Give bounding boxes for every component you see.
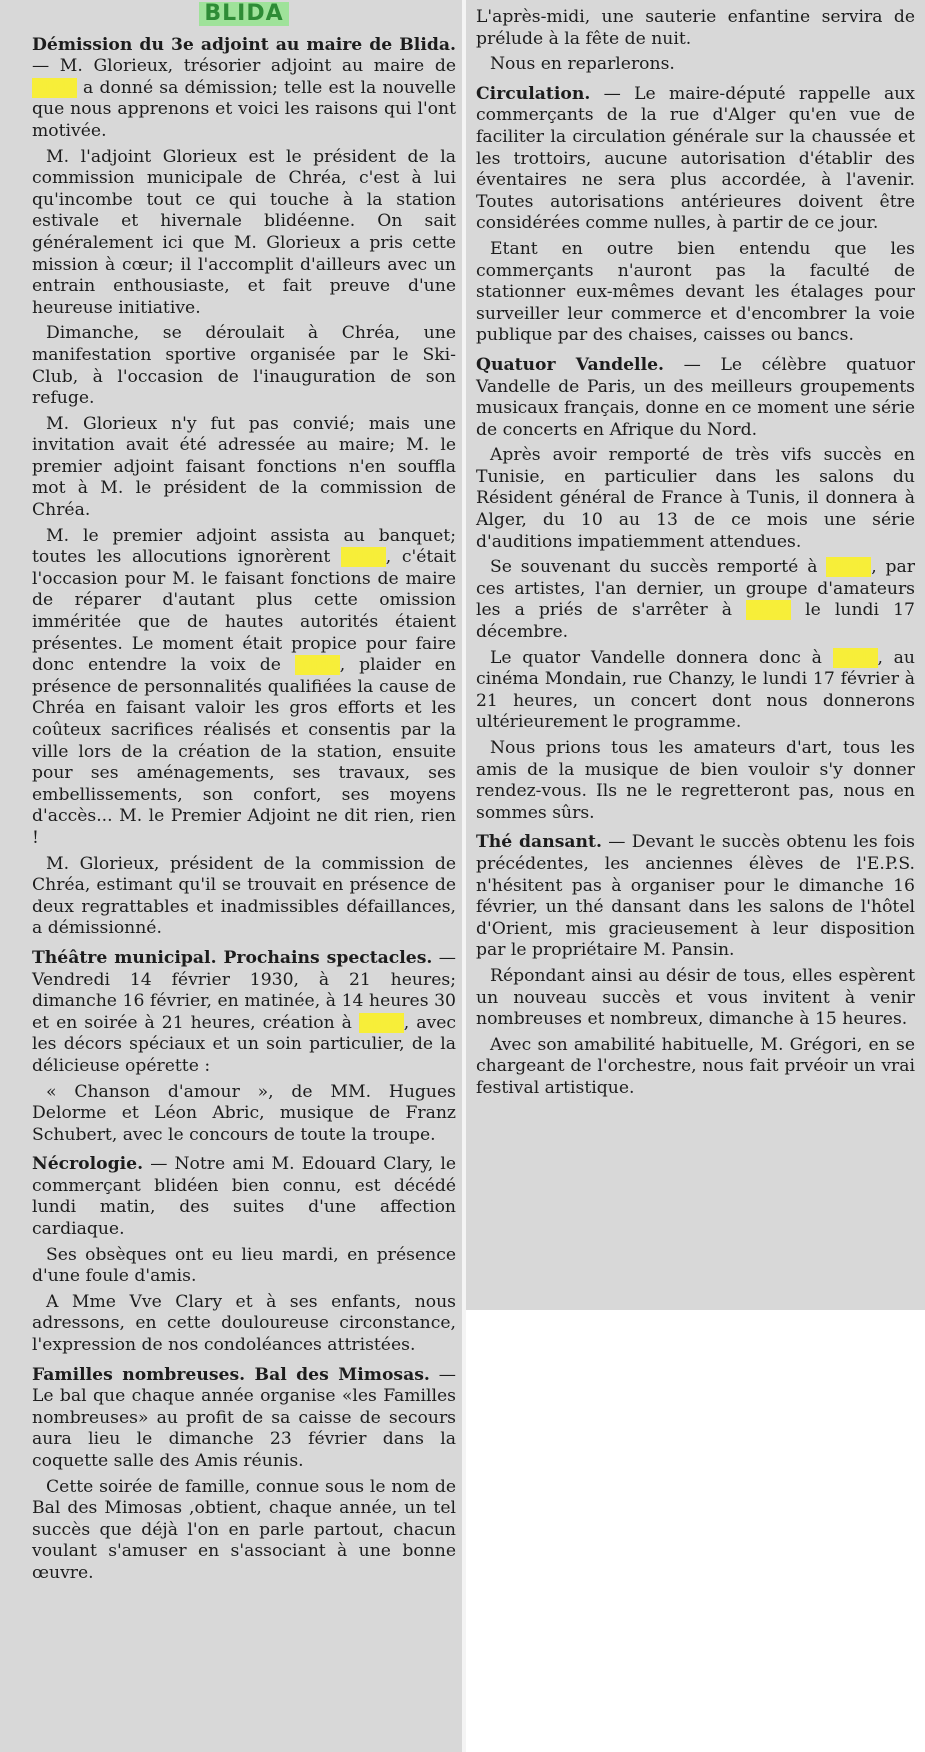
highlight-blida: Blida [746,600,792,621]
paragraph: « Chanson d'amour », de MM. Hugues Delorme et Léon Abric, musique de Franz Schubert, avec le concours de toute la troupe. [32,1081,456,1145]
article-circulation: Circulation. — Le maire-député rappelle aux commerçants de la rue d'Alger qu'en vue de faciliter la circulation générale sur la chaussée et les trottoirs, aucune autorisation d'établir des éventaires ne sera plus accordée, à l'avenir. Toutes autorisations antérieures doivent être considérées comme nulles, à partir de ce jour. [476,83,915,234]
paragraph: Dimanche, se déroulait à Chréa, une manifestation sportive organisée par le Ski-Club, à l'occasion de l'inauguration de son refuge. [32,323,456,409]
town-heading: BLIDA [199,2,288,26]
article-necrologie: Nécrologie. — Notre ami M. Edouard Clary, le commerçant blidéen bien connu, est décédé lundi matin, des suites d'une affection cardiaque. [32,1154,456,1240]
article-title: Quatuor Vandelle. [476,354,665,375]
paragraph: Etant en outre bien entendu que les commerçants n'auront pas la faculté de stationner eux-mêmes devant les étalages pour surveiller leur commerce et d'encombrer la voie publique par des chaises, caisses ou bancs. [476,238,915,346]
paragraph: M. l'adjoint Glorieux est le président de la commission municipale de Chréa, c'est à lui qu'incombe tout ce qui touche à la station estivale et hivernale blidéenne. On sait généralement ici que M. Glorieux a pris cette mission à cœur; il l'accomplit d'ailleurs avec un entrain enthousiaste, et fait preuve d'une heureuse initiative. [32,146,456,318]
highlight-blida: Blida [832,647,878,668]
article-title: Thé dansant. [476,832,602,853]
paragraph: M. Glorieux n'y fut pas convié; mais une invitation avait été adressée au maire; M. le premier adjoint faisant fonctions n'en souffla mot à M. le président de la commission de Chréa. [32,413,456,521]
paragraph: Après avoir remporté de très vifs succès en Tunisie, en particulier dans les salons du Résident général de France à Tunis, il donnera à Alger, du 10 au 13 de ce mois une série d'auditions impatiemment attendues. [476,445,915,552]
highlight-blida: Blida [32,77,77,98]
paragraph: M. le premier adjoint assista au banquet; toutes les allocutions ignorèrent Blida, c'était l'occasion pour M. le faisant fonctions de maire de réparer d'autant plus cette omission imméritée que de hautes autorités étaient présentes. Le moment était propice pour faire donc entendre la voix de Blida, plaider en présence de personnalités qualifiées la cause de Chréa en faisant valoir les gros efforts et les coûteux sacrifices réalisés et consentis par la ville lors de la création de la station, ensuite pour ses aménagements, ses travaux, ses embellissements, son confort, ses moyens d'accès... M. le Premier Adjoint ne dit rien, rien ! [32,525,456,848]
paragraph: A Mme Vve Clary et à ses enfants, nous adressons, en cette douloureuse circonstance, l'expression de nos condoléances attristées. [32,1291,456,1356]
article-demission: Démission du 3e adjoint au maire de Blida. — M. Glorieux, trésorier adjoint au maire de Blida a donné sa démission; telle est la nouvelle que nous apprenons et voici les raisons qui l'ont motivée. [32,34,456,141]
article-quatuor: Quatuor Vandelle. — Le célèbre quatuor Vandelle de Paris, un des meilleurs groupements musicaux français, donne en ce moment une série de concerts en Afrique du Nord. [476,354,915,440]
paragraph: Répondant ainsi au désir de tous, elles espèrent un nouveau succès et vous invitent à venir nombreuses et nombreux, dimanche à 15 heures. [476,965,915,1030]
article-title: Familles nombreuses. Bal des Mimosas. [32,1364,430,1385]
paragraph: Nous en reparlerons. [490,54,675,75]
article-title: Circulation. [476,83,591,104]
article-familles: Familles nombreuses. Bal des Mimosas. — Le bal que chaque année organise «les Familles nombreuses» au profit de sa caisse de secours aura lieu le dimanche 23 février dans la coquette salle des Amis réunis. [32,1364,456,1471]
article-title: Nécrologie. [32,1154,144,1175]
highlight-blida: Blida [340,547,386,568]
paragraph: Le quator Vandelle donnera donc à Blida, au cinéma Mondain, rue Chanzy, le lundi 17 février à 21 heures, un concert dont nous donnerons ultérieurement le programme. [476,647,916,733]
paragraph: Avec son amabilité habituelle, M. Grégori, en se chargeant de l'orchestre, nous fait prvéoir un vrai festival artistique. [476,1034,915,1098]
paragraph: Nous prions tous les amateurs d'art, tous les amis de la musique de bien vouloir s'y donner rendez-vous. Ils ne le regretteront pas, nous en sommes sûrs. [476,738,915,823]
paragraph: Cette soirée de famille, connue sous le nom de Bal des Mimosas ,obtient, chaque année, un tel succès que déjà l'on en parle partout, chacun voulant s'amuser en s'associant à une bonne œuvre. [32,1476,456,1583]
highlight-blida: Blida [294,655,340,676]
article-title: Théâtre municipal. Prochains spectacles. [32,947,433,968]
paragraph: Ses obsèques ont eu lieu mardi, en présence d'une foule d'amis. [32,1244,456,1287]
paragraph: M. Glorieux, président de la commission de Chréa, estimant qu'il se trouvait en présence de deux regrattables et inadmissibles défaillances, a démissionné. [32,853,456,939]
masthead [32,2,456,27]
article-theatre: Théâtre municipal. Prochains spectacles. — Vendredi 14 février 1930, à 21 heures; dimanche 16 février, en matinée, à 14 heures 30 et en soirée à 21 heures, création à Blida, avec les décors spéciaux et un soin particulier, de la délicieuse opérette : [32,947,456,1076]
paragraph: Se souvenant du succès remporté à Blida, par ces artistes, l'an dernier, un groupe d'amateurs les a priés de s'arrêter à Blida le lundi 17 décembre. [476,557,915,643]
paragraph: L'après-midi, une sauterie enfantine servira de prélude à la fête de nuit. [476,7,915,49]
article-the-dansant: Thé dansant. — Devant le succès obtenu les fois précédentes, les anciennes élèves de l'E.P.S. n'hésitent pas à organiser pour le dimanche 16 février, un thé dansant dans les salons de l'hôtel d'Orient, mis gracieusement à leur disposition par le propriétaire M. Pansin. [476,832,916,961]
right-column [466,0,925,1310]
left-column [0,0,462,1752]
highlight-blida: Blida [826,557,872,578]
article-title: Démission du 3e adjoint au maire de Blida. [32,34,456,55]
highlight-blida: Blida [358,1012,404,1033]
